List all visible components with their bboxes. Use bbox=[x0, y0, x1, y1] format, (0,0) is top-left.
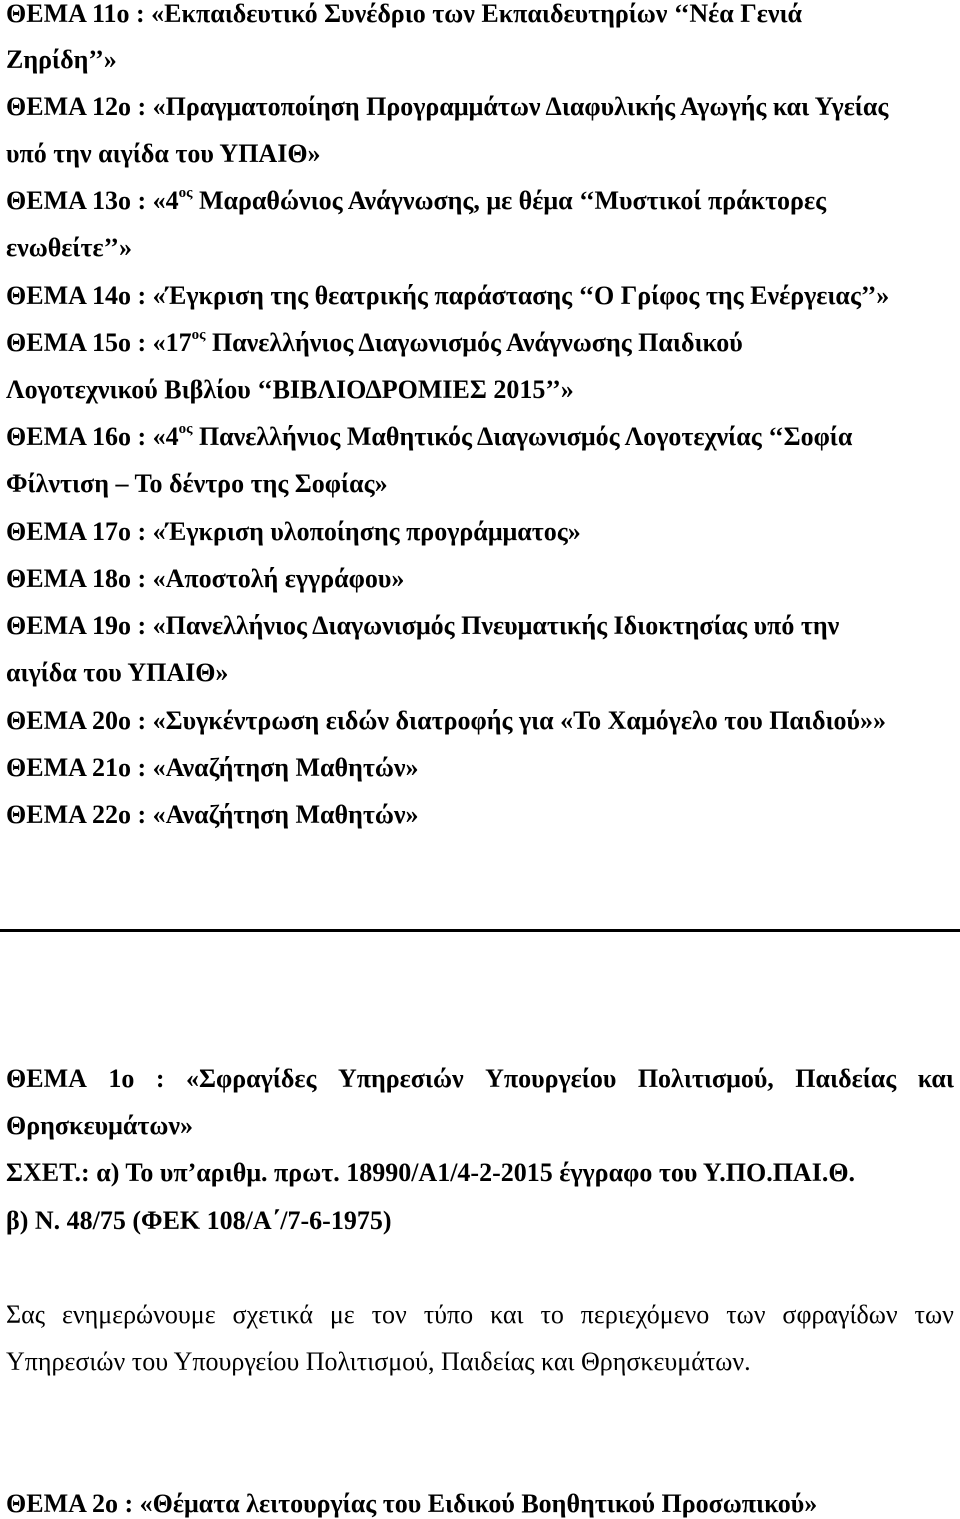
body-word: σφραγίδων bbox=[782, 1300, 898, 1329]
topic-16-line-1 bbox=[6, 422, 852, 452]
body-paragraph-line-2: Υπηρεσιών του Υπουργείου Πολιτισμού, Παιδείας και Θρησκευμάτων. bbox=[6, 1347, 751, 1376]
topic-12-line-2: υπό την αιγίδα του ΥΠΑΙΘ» bbox=[6, 139, 321, 168]
topic-1-heading-line-2: Θρησκευμάτων» bbox=[6, 1111, 193, 1140]
topic-20: ΘΕΜΑ 20ο : «Συγκέντρωση ειδών διατροφής για «Το Χαμόγελο του Παιδιού»» bbox=[6, 706, 887, 735]
topic-16-text-start: ΘΕΜΑ 16ο : «4 bbox=[6, 422, 179, 451]
topic-15-text-end: Πανελλήνιος Διαγωνισμός Ανάγνωσης Παιδικού bbox=[205, 328, 743, 357]
topic-11-line-2: Ζηρίδη’’» bbox=[6, 45, 117, 74]
topic-21: ΘΕΜΑ 21ο : «Αναζήτηση Μαθητών» bbox=[6, 753, 419, 782]
body-word: σχετικά bbox=[232, 1300, 313, 1329]
topic-16-line-2: Φίλντιση – Το δέντρο της Σοφίας» bbox=[6, 469, 388, 498]
body-word: ενημερώνουμε bbox=[61, 1300, 216, 1329]
body-word: περιεχόμενο bbox=[580, 1300, 710, 1329]
ordinal-suffix: ος bbox=[191, 327, 206, 343]
topic-18: ΘΕΜΑ 18ο : «Αποστολή εγγράφου» bbox=[6, 564, 405, 593]
topic-19-line-1: ΘΕΜΑ 19ο : «Πανελλήνιος Διαγωνισμός Πνευματικής Ιδιοκτησίας υπό την bbox=[6, 611, 840, 640]
ordinal-suffix: ος bbox=[178, 421, 193, 437]
topic-13-text-start: ΘΕΜΑ 13ο : «4 bbox=[6, 186, 179, 215]
topic-13-line-1 bbox=[6, 186, 826, 216]
topic-1-heading-line-1 bbox=[6, 1064, 954, 1094]
topic-14: ΘΕΜΑ 14ο : «Έγκριση της θεατρικής παράστασης ‘‘Ο Γρίφος της Ενέργειας’’» bbox=[6, 281, 890, 310]
topic-15-line-2: Λογοτεχνικού Βιβλίου ‘‘ΒΙΒΛΙΟΔΡΟΜΙΕΣ 2015’’» bbox=[6, 375, 574, 404]
heading-word: Παιδείας bbox=[795, 1064, 897, 1093]
body-word: και bbox=[490, 1300, 524, 1329]
topic-16-text-end: Πανελλήνιος Μαθητικός Διαγωνισμός Λογοτεχνίας ‘‘Σοφία bbox=[192, 422, 853, 451]
topic-15-text-start: ΘΕΜΑ 15ο : «17 bbox=[6, 328, 192, 357]
topic-13-text-end: Μαραθώνιος Ανάγνωσης, με θέμα ‘‘Μυστικοί πράκτορες bbox=[192, 186, 827, 215]
topic-19-line-2: αιγίδα του ΥΠΑΙΘ» bbox=[6, 658, 229, 687]
body-paragraph-line-1 bbox=[6, 1300, 954, 1330]
heading-word: Πολιτισμού, bbox=[637, 1064, 774, 1093]
body-word: τύπο bbox=[423, 1300, 474, 1329]
heading-word: : bbox=[155, 1064, 165, 1093]
body-word: με bbox=[329, 1300, 355, 1329]
reference-a: ΣΧΕΤ.: α) Το υπ’αριθμ. πρωτ. 18990/Α1/4-2-2015 έγγραφο του Υ.ΠΟ.ΠΑΙ.Θ. bbox=[6, 1158, 856, 1187]
heading-word: ΘΕΜΑ bbox=[6, 1064, 87, 1093]
heading-word: Υπουργείου bbox=[485, 1064, 617, 1093]
topic-22: ΘΕΜΑ 22ο : «Αναζήτηση Μαθητών» bbox=[6, 800, 419, 829]
heading-word: 1ο bbox=[108, 1064, 135, 1093]
topic-11-line-1: ΘΕΜΑ 11ο : «Εκπαιδευτικό Συνέδριο των Εκπαιδευτηρίων ‘‘Νέα Γενιά bbox=[6, 0, 803, 28]
heading-word: Υπηρεσιών bbox=[337, 1064, 464, 1093]
heading-word: και bbox=[917, 1064, 954, 1093]
topic-12-line-1: ΘΕΜΑ 12ο : «Πραγματοποίηση Προγραμμάτων Διαφυλικής Αγωγής και Υγείας bbox=[6, 92, 889, 121]
topic-2-heading: ΘΕΜΑ 2ο : «Θέματα λειτουργίας του Ειδικού Βοηθητικού Προσωπικού» bbox=[6, 1489, 818, 1518]
topic-13-line-2: ενωθείτε’’» bbox=[6, 233, 132, 262]
heading-word: «Σφραγίδες bbox=[186, 1064, 317, 1093]
topic-15-line-1 bbox=[6, 328, 743, 358]
body-word: Σας bbox=[6, 1300, 46, 1329]
section-divider bbox=[0, 929, 960, 932]
body-word: τον bbox=[371, 1300, 407, 1329]
body-word: των bbox=[914, 1300, 954, 1329]
body-word: των bbox=[726, 1300, 766, 1329]
topic-17: ΘΕΜΑ 17ο : «Έγκριση υλοποίησης προγράμματος» bbox=[6, 517, 581, 546]
reference-b: β) Ν. 48/75 (ΦΕΚ 108/Α΄/7-6-1975) bbox=[6, 1206, 392, 1235]
ordinal-suffix: ος bbox=[178, 185, 193, 201]
body-word: το bbox=[540, 1300, 564, 1329]
